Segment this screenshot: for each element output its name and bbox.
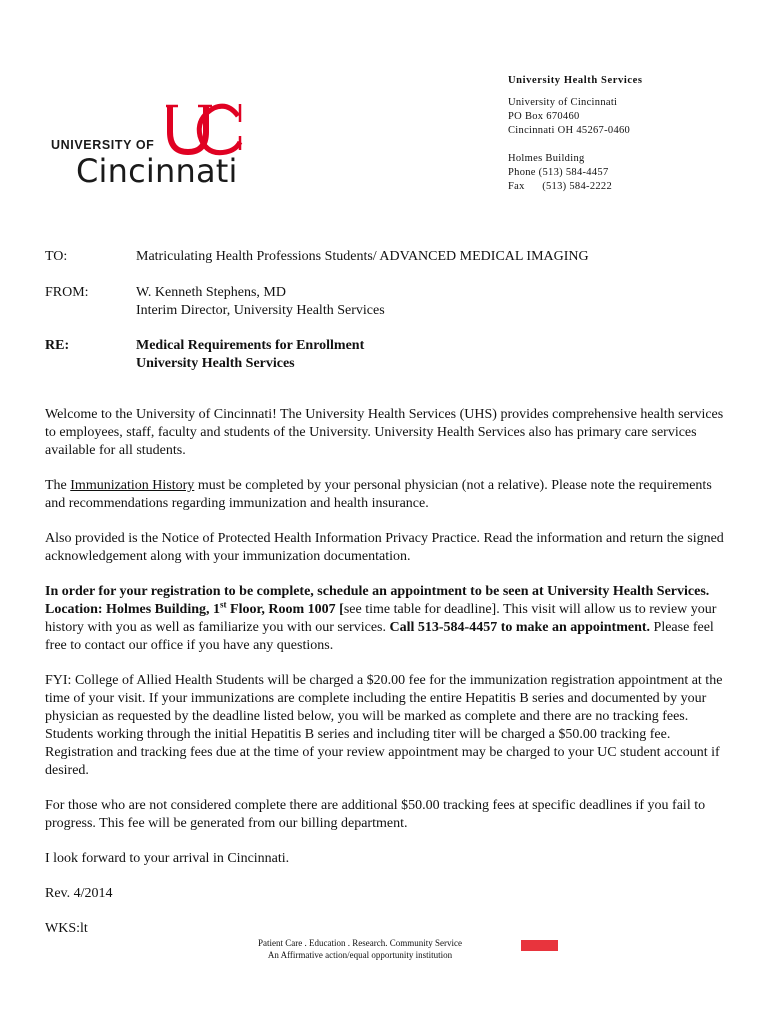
footer — [240, 938, 480, 961]
paragraph-registration: In order for your registration to be complete, schedule an appointment to be seen at University Health Services. Location: Holmes Building, 1st Floor, Room 1007 [see time table for deadline]. This visit will allow us to review your history with you as well as familiarize you with our services. Call 513-584-4457 to make an appointment. Please feel free to contact our office if you have any questions. — [45, 584, 717, 653]
call-to-action: Call 513-584-4457 to make an appointment. — [389, 620, 651, 635]
initials: WKS:lt — [45, 921, 88, 936]
re-line-2: University Health Services — [136, 356, 295, 371]
from-label: FROM: — [45, 285, 89, 300]
address-line: PO Box 670460 — [508, 111, 580, 122]
building-line: Holmes Building — [508, 153, 585, 164]
logo-line-cincinnati: Cincinnati — [76, 152, 238, 190]
letterhead-address — [508, 74, 643, 194]
from-name: W. Kenneth Stephens, MD — [136, 285, 286, 300]
letter-body — [45, 406, 725, 955]
university-logo — [50, 100, 250, 192]
footer-eoe: An Affirmative action/equal opportunity institution — [267, 949, 453, 960]
revision-date: Rev. 4/2014 — [45, 886, 113, 901]
paragraph-closing: I look forward to your arrival in Cincinnati. — [45, 851, 290, 866]
uc-mark-icon — [166, 100, 246, 158]
to-label: TO: — [45, 249, 68, 264]
re-label: RE: — [45, 338, 70, 353]
paragraph-welcome: Welcome to the University of Cincinnati! The University Health Services (UHS) provides comprehensive health services to employees, staff, faculty and students of the University. University Health Services also has primary care services available for all students. — [45, 407, 724, 458]
address-line: Cincinnati OH 45267-0460 — [508, 125, 631, 136]
re-line-1: Medical Requirements for Enrollment — [136, 338, 365, 353]
paragraph-immunization: The Immunization History must be completed by your personal physician (not a relative). Please note the requirements and recommendations regarding immunization and health insurance. — [45, 478, 712, 511]
paragraph-tracking: For those who are not considered complete there are additional $50.00 tracking fees at specific deadlines if you fail to progress. This fee will be generated from our billing department. — [45, 798, 706, 831]
footer-red-bar — [521, 940, 558, 951]
letterhead-org: University Health Services — [508, 75, 643, 86]
logo-line-university-of: UNIVERSITY OF — [51, 138, 155, 152]
immunization-history-link[interactable]: Immunization History — [70, 478, 195, 493]
footer-mission: Patient Care . Education . Research. Community Service — [258, 938, 462, 948]
phone-line: Phone (513) 584-4457 — [508, 167, 609, 178]
paragraph-privacy: Also provided is the Notice of Protected Health Information Privacy Practice. Read the information and return the signed acknowledgement along with your immunization documentation. — [45, 531, 724, 564]
to-value: Matriculating Health Professions Students/ ADVANCED MEDICAL IMAGING — [136, 249, 589, 264]
address-line: University of Cincinnati — [508, 97, 618, 108]
paragraph-fees: FYI: College of Allied Health Students will be charged a $20.00 fee for the immunization registration appointment at the time of your visit. If your immunizations are complete including the entire Hepatitis B series and documented by your physician as requested by the deadline listed below, you will be marked as complete and there are no tracking fees. Students working through the initial Hepatitis B series and including titer will be charged a $50.00 tracking fee. Registration and tracking fees due at the time of your review appointment may be charged to your UC student account if desired. — [45, 673, 723, 778]
from-title: Interim Director, University Health Services — [136, 303, 385, 318]
fax-line: Fax (513) 584-2222 — [508, 181, 613, 192]
